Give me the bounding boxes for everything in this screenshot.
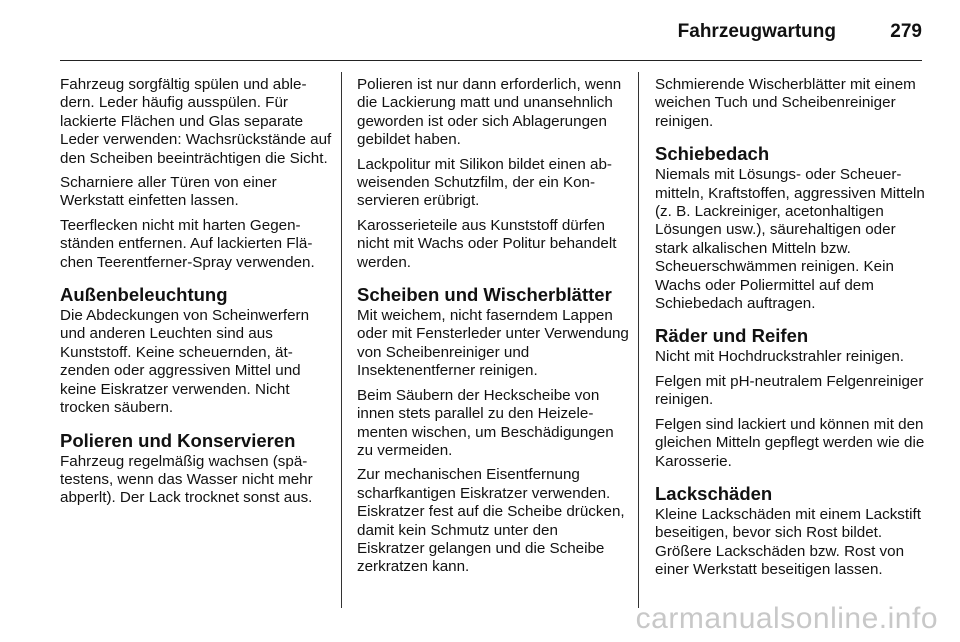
section-heading: Polieren und Konservieren: [60, 429, 296, 451]
section-heading: Außenbeleuchtung: [60, 284, 228, 306]
paragraph: Niemals mit Lösungs- oder Scheuermitteln, Kraftstoffen, aggressiven Mitteln (z. B. Lackreiniger, acetonhaltigen Lösungen usw.), säurehaltigen oder stark alkalischen Mitteln bzw. Scheuerschwämmen reinigen. Kein Wachs oder Poliermittel auf dem Schiebedach auftragen.: [655, 166, 925, 313]
page-header: [60, 12, 922, 52]
paragraph: Kleine Lackschäden mit einem Lackstift beseitigen, bevor sich Rost bildet. Größere Lackschäden bzw. Rost von einer Werkstatt beseitigen lassen.: [655, 505, 921, 579]
paragraph: Fahrzeug regelmäßig wachsen (spätestens, wenn das Wasser nicht mehr abperlt). Der Lack trocknet sonst aus.: [60, 452, 313, 507]
paragraph: Die Abdeckungen von Scheinwerfern und anderen Leuchten sind aus Kunststoff. Keine scheuernden, ätzenden oder aggressiven Mittel und keine Eiskratzer verwenden. Nicht trocken säubern.: [60, 307, 310, 417]
paragraph: Zur mechanischen Eisentfernung scharfkantigen Eiskratzer verwenden. Eiskratzer fest auf die Scheibe drücken, damit kein Schmutz unter den Eiskratzer gelangen und die Scheibe zerkratzen kann.: [357, 466, 625, 576]
watermark: carmanualsonline.info: [635, 602, 938, 635]
paragraph: Nicht mit Hochdruckstrahler reinigen.: [655, 348, 904, 366]
paragraph: Fahrzeug sorgfältig spülen und abledern. Leder häufig ausspülen. Für lackierte Flächen und Glas separate Leder verwenden: Wachsrückstände auf den Scheiben beeinträchtigen die Sicht.: [60, 76, 332, 167]
paragraph: Karosserieteile aus Kunststoff dürfen nicht mit Wachs oder Politur behandelt werden.: [357, 216, 617, 271]
paragraph: Felgen mit pH-neutralem Felgenreiniger reinigen.: [655, 372, 924, 409]
section-heading: Lackschäden: [655, 482, 773, 504]
column-2: [357, 76, 629, 583]
paragraph: Polieren ist nur dann erforderlich, wenn die Lackierung matt und unansehnlich geworden ist oder sich Ablagerungen gebildet haben.: [357, 76, 622, 149]
paragraph: Felgen sind lackiert und können mit den gleichen Mitteln gepflegt werden wie die Karosserie.: [655, 415, 925, 470]
column-1: [60, 76, 332, 514]
paragraph: Beim Säubern der Heckscheibe von innen stets parallel zu den Heizelementen wischen, um Beschädigungen zu vermeiden.: [357, 386, 614, 459]
paragraph: Schmierende Wischerblätter mit einem weichen Tuch und Scheibenreiniger reinigen.: [655, 76, 916, 130]
section-heading: Schiebedach: [655, 143, 770, 165]
column-3: [655, 76, 927, 586]
section-heading: Scheiben und Wischerblätter: [357, 284, 612, 306]
page-number: 279: [890, 21, 922, 42]
paragraph: Lackpolitur mit Silikon bildet einen abweisenden Schutzfilm, der ein Konservieren erübrigt.: [357, 155, 612, 210]
page-title: Fahrzeugwartung: [677, 21, 836, 42]
paragraph: Teerflecken nicht mit harten Gegenständen entfernen. Auf lackierten Flächen Teerentferner-Spray verwenden.: [60, 216, 315, 271]
section-heading: Räder und Reifen: [655, 325, 809, 347]
column-divider-2: [638, 72, 639, 608]
paragraph: Scharniere aller Türen von einer Werkstatt einfetten lassen.: [60, 174, 277, 210]
column-divider-1: [341, 72, 342, 608]
header-divider: [60, 60, 922, 61]
paragraph: Mit weichem, nicht faserndem Lappen oder mit Fensterleder unter Verwendung von Scheibenreiniger und Insektenentferner reinigen.: [357, 307, 629, 380]
